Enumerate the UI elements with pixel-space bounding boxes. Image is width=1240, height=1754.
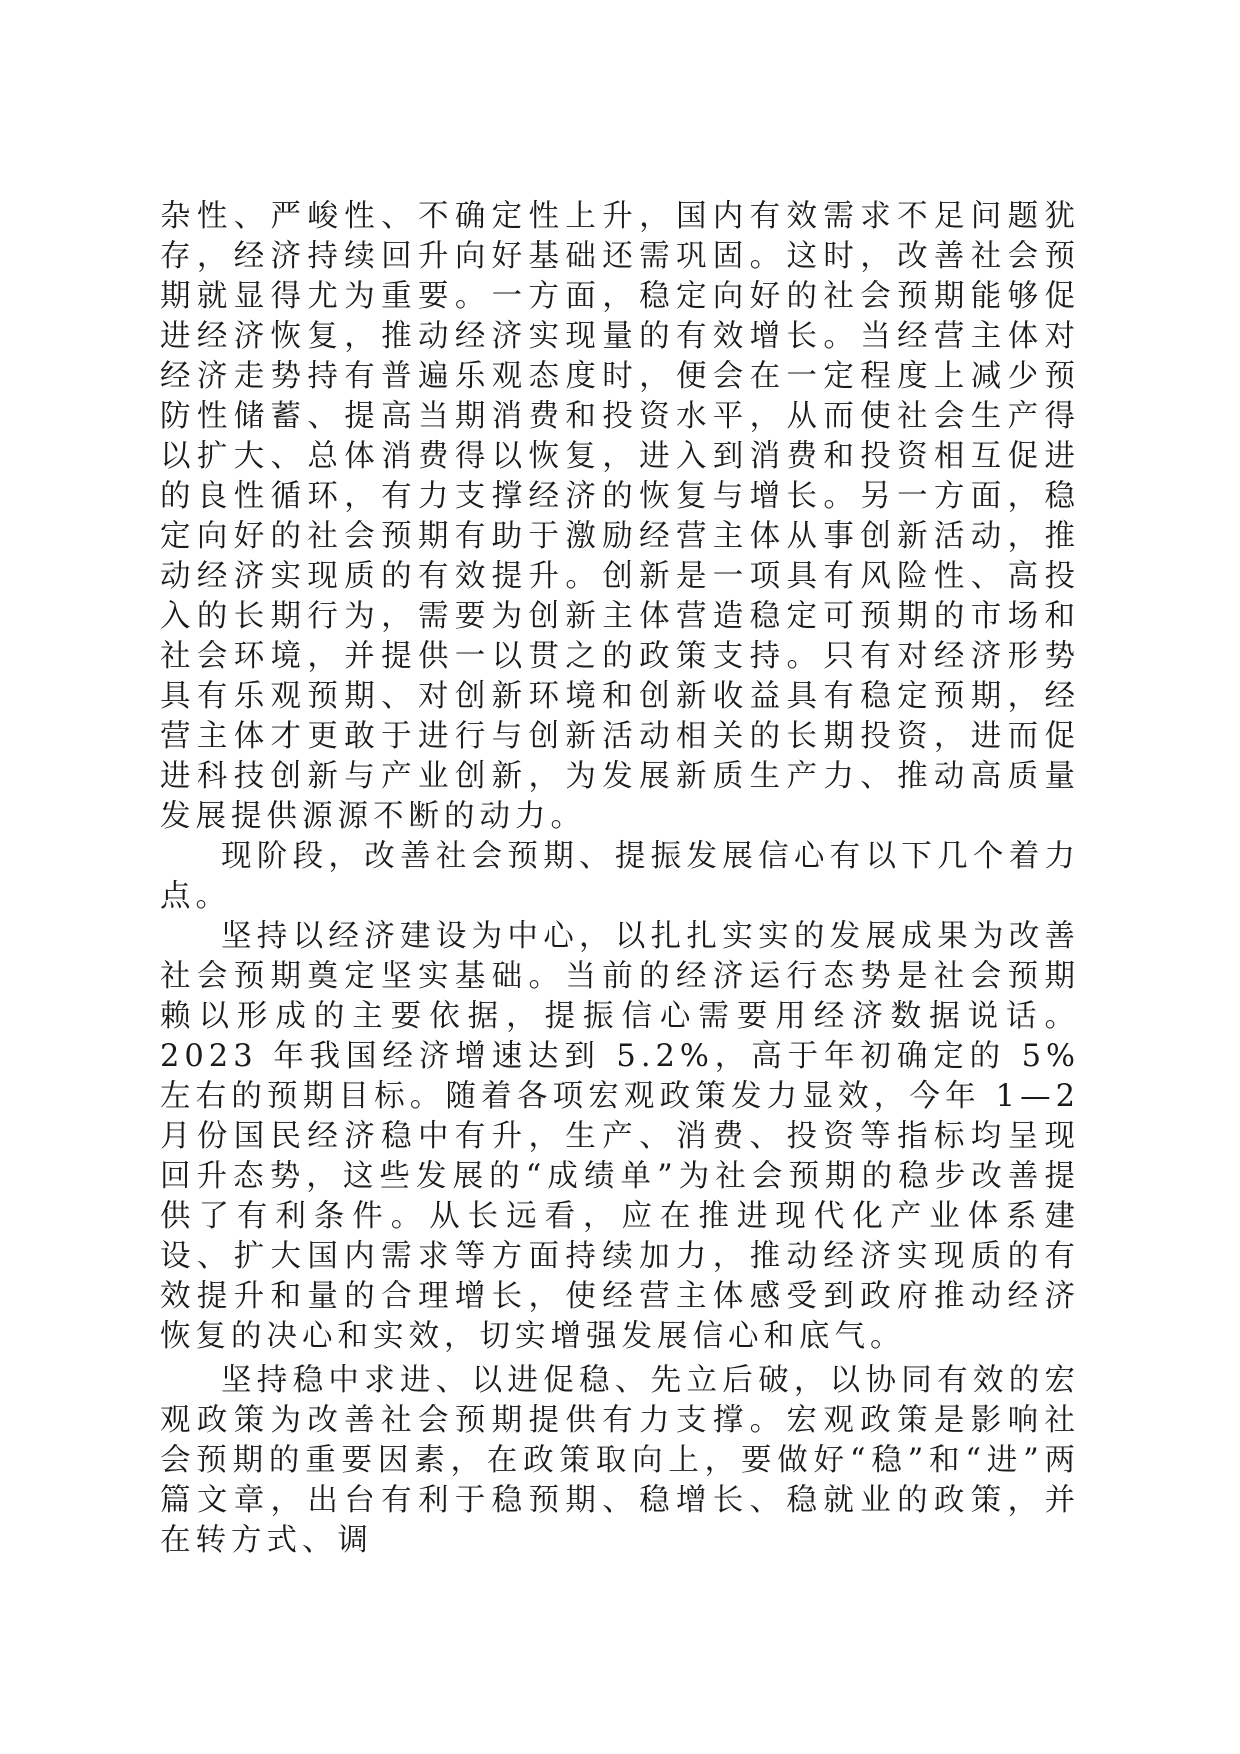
paragraph-3: 坚持以经济建设为中心，以扎扎实实的发展成果为改善社会预期奠定坚实基础。当前的经济运行态势是社会预期赖以形成的主要依据，提振信心需要用经济数据说话。2023 年我国经济增速达到 5.2%，高于年初确定的 5%左右的预期目标。随着各项宏观政策发力显效，今年 1—2 月份国民经济稳中有升，生产、消费、投资等指标均呈现回升态势，这些发展的“成绩单”为社会预期的稳步改善提供了有利条件。从长远看，应在推进现代化产业体系建设、扩大国内需求等方面持续加力，推动经济实现质的有效提升和量的合理增长，使经营主体感受到政府推动经济恢复的决心和实效，切实增强发展信心和底气。 [160, 919, 1080, 1354]
paragraph-4: 坚持稳中求进、以进促稳、先立后破，以协同有效的宏观政策为改善社会预期提供有力支撑。宏观政策是影响社会预期的重要因素，在政策取向上，要做好“稳”和“进”两篇文章，出台有利于稳预期、稳增长、稳就业的政策，并在转方式、调 [160, 1363, 1080, 1558]
body-text [160, 197, 1080, 1561]
paragraph-2: 现阶段，改善社会预期、提振发展信心有以下几个着力点。 [160, 839, 1080, 914]
paragraph-1: 杂性、严峻性、不确定性上升，国内有效需求不足问题犹存，经济持续回升向好基础还需巩固。这时，改善社会预期就显得尤为重要。一方面，稳定向好的社会预期能够促进经济恢复，推动经济实现量的有效增长。当经营主体对经济走势持有普遍乐观态度时，便会在一定程度上减少预防性储蓄、提高当期消费和投资水平，从而使社会生产得以扩大、总体消费得以恢复，进入到消费和投资相互促进的良性循环，有力支撑经济的恢复与增长。另一方面，稳定向好的社会预期有助于激励经营主体从事创新活动，推动经济实现质的有效提升。创新是一项具有风险性、高投入的长期行为，需要为创新主体营造稳定可预期的市场和社会环境，并提供一以贯之的政策支持。只有对经济形势具有乐观预期、对创新环境和创新收益具有稳定预期，经营主体才更敢于进行与创新活动相关的长期投资，进而促进科技创新与产业创新，为发展新质生产力、推动高质量发展提供源源不断的动力。 [160, 199, 1080, 834]
